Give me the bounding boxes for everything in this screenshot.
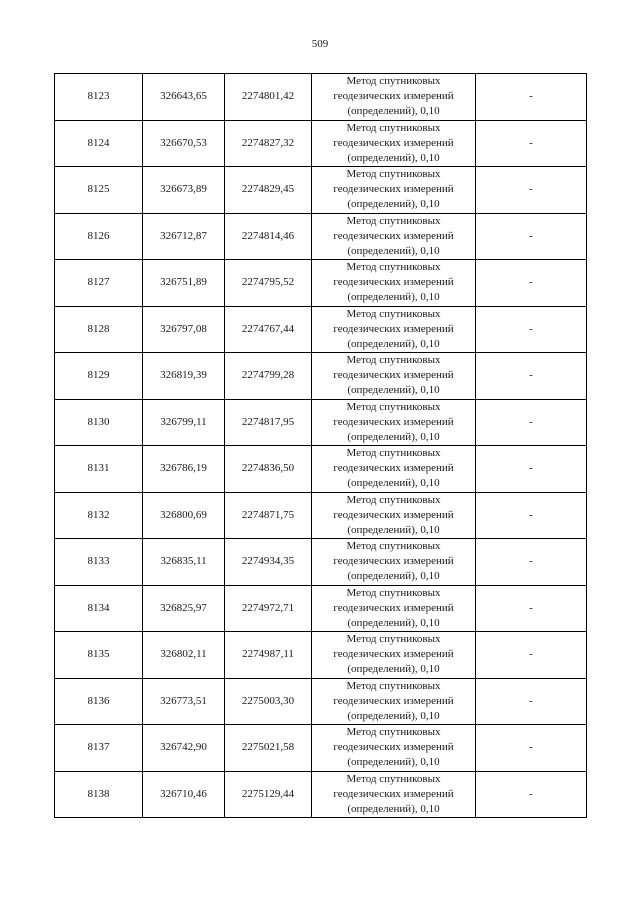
method-line: Метод спутниковых [346, 261, 441, 274]
point-number-cell: 8136 [55, 678, 143, 725]
y-coordinate-cell: 2274972,71 [225, 585, 312, 632]
point-number-cell: 8129 [55, 353, 143, 400]
method-line: геодезических измерений [333, 787, 454, 800]
page-number: 509 [311, 38, 329, 50]
method-line: геодезических измерений [333, 741, 454, 754]
point-number-cell: 8134 [55, 585, 143, 632]
method-line: (определений), 0,10 [347, 244, 440, 257]
method-cell [312, 539, 476, 586]
method-line: (определений), 0,10 [347, 802, 440, 815]
y-coordinate-cell: 2274934,35 [225, 539, 312, 586]
method-cell [312, 306, 476, 353]
method-line: геодезических измерений [333, 508, 454, 521]
note-cell: - [476, 678, 587, 725]
method-line: геодезических измерений [333, 555, 454, 568]
method-line: геодезических измерений [333, 90, 454, 103]
method-line: геодезических измерений [333, 183, 454, 196]
y-coordinate-cell: 2275021,58 [225, 725, 312, 772]
method-cell [312, 632, 476, 679]
method-line: Метод спутниковых [346, 772, 441, 785]
y-coordinate-cell: 2274817,95 [225, 399, 312, 446]
table-row [55, 446, 587, 493]
note-cell: - [476, 771, 587, 818]
table-row [55, 353, 587, 400]
method-cell [312, 260, 476, 307]
point-number-cell: 8125 [55, 167, 143, 214]
method-line: Метод спутниковых [346, 214, 441, 227]
x-coordinate-cell: 326802,11 [143, 632, 225, 679]
point-number-cell: 8130 [55, 399, 143, 446]
method-line: геодезических измерений [333, 229, 454, 242]
method-line: Метод спутниковых [346, 540, 441, 553]
table-row [55, 306, 587, 353]
method-line: (определений), 0,10 [347, 523, 440, 536]
y-coordinate-cell: 2274795,52 [225, 260, 312, 307]
method-line: геодезических измерений [333, 136, 454, 149]
method-line: геодезических измерений [333, 694, 454, 707]
note-cell: - [476, 260, 587, 307]
table-row [55, 120, 587, 167]
point-number-cell: 8137 [55, 725, 143, 772]
method-line: (определений), 0,10 [347, 477, 440, 490]
x-coordinate-cell: 326712,87 [143, 213, 225, 260]
x-coordinate-cell: 326710,46 [143, 771, 225, 818]
point-number-cell: 8132 [55, 492, 143, 539]
x-coordinate-cell: 326643,65 [143, 74, 225, 121]
y-coordinate-cell: 2274827,32 [225, 120, 312, 167]
method-line: (определений), 0,10 [347, 384, 440, 397]
note-cell: - [476, 353, 587, 400]
method-line: (определений), 0,10 [347, 337, 440, 350]
point-number-cell: 8133 [55, 539, 143, 586]
method-line: (определений), 0,10 [347, 616, 440, 629]
table-row [55, 213, 587, 260]
note-cell: - [476, 167, 587, 214]
method-line: геодезических измерений [333, 601, 454, 614]
x-coordinate-cell: 326800,69 [143, 492, 225, 539]
y-coordinate-cell: 2274871,75 [225, 492, 312, 539]
method-line: Метод спутниковых [346, 633, 441, 646]
method-line: геодезических измерений [333, 322, 454, 335]
y-coordinate-cell: 2275129,44 [225, 771, 312, 818]
method-cell [312, 353, 476, 400]
x-coordinate-cell: 326835,11 [143, 539, 225, 586]
y-coordinate-cell: 2274836,50 [225, 446, 312, 493]
coordinates-table [54, 73, 587, 818]
method-line: геодезических измерений [333, 462, 454, 475]
x-coordinate-cell: 326797,08 [143, 306, 225, 353]
method-line: (определений), 0,10 [347, 756, 440, 769]
y-coordinate-cell: 2274767,44 [225, 306, 312, 353]
x-coordinate-cell: 326773,51 [143, 678, 225, 725]
method-line: (определений), 0,10 [347, 105, 440, 118]
x-coordinate-cell: 326673,89 [143, 167, 225, 214]
note-cell: - [476, 120, 587, 167]
method-line: (определений), 0,10 [347, 151, 440, 164]
method-line: (определений), 0,10 [347, 430, 440, 443]
x-coordinate-cell: 326786,19 [143, 446, 225, 493]
method-cell [312, 771, 476, 818]
x-coordinate-cell: 326819,39 [143, 353, 225, 400]
method-line: (определений), 0,10 [347, 291, 440, 304]
point-number-cell: 8135 [55, 632, 143, 679]
y-coordinate-cell: 2274987,11 [225, 632, 312, 679]
method-line: Метод спутниковых [346, 400, 441, 413]
method-line: геодезических измерений [333, 276, 454, 289]
method-cell [312, 725, 476, 772]
method-line: Метод спутниковых [346, 121, 441, 134]
x-coordinate-cell: 326799,11 [143, 399, 225, 446]
x-coordinate-cell: 326825,97 [143, 585, 225, 632]
table-row [55, 167, 587, 214]
method-cell [312, 585, 476, 632]
y-coordinate-cell: 2274801,42 [225, 74, 312, 121]
table-row [55, 260, 587, 307]
note-cell: - [476, 399, 587, 446]
note-cell: - [476, 74, 587, 121]
method-line: Метод спутниковых [346, 307, 441, 320]
point-number-cell: 8131 [55, 446, 143, 493]
point-number-cell: 8127 [55, 260, 143, 307]
note-cell: - [476, 725, 587, 772]
point-number-cell: 8123 [55, 74, 143, 121]
point-number-cell: 8126 [55, 213, 143, 260]
note-cell: - [476, 632, 587, 679]
method-line: Метод спутниковых [346, 168, 441, 181]
point-number-cell: 8124 [55, 120, 143, 167]
point-number-cell: 8128 [55, 306, 143, 353]
method-line: (определений), 0,10 [347, 198, 440, 211]
note-cell: - [476, 539, 587, 586]
note-cell: - [476, 213, 587, 260]
note-cell: - [476, 585, 587, 632]
x-coordinate-cell: 326742,90 [143, 725, 225, 772]
table-row [55, 399, 587, 446]
method-cell [312, 399, 476, 446]
x-coordinate-cell: 326751,89 [143, 260, 225, 307]
method-line: Метод спутниковых [346, 586, 441, 599]
table-row [55, 678, 587, 725]
method-line: Метод спутниковых [346, 679, 441, 692]
y-coordinate-cell: 2274799,28 [225, 353, 312, 400]
table-row [55, 725, 587, 772]
note-cell: - [476, 446, 587, 493]
table-row [55, 585, 587, 632]
method-line: Метод спутниковых [346, 726, 441, 739]
method-cell [312, 678, 476, 725]
y-coordinate-cell: 2274829,45 [225, 167, 312, 214]
method-line: (определений), 0,10 [347, 570, 440, 583]
y-coordinate-cell: 2275003,30 [225, 678, 312, 725]
method-line: Метод спутниковых [346, 354, 441, 367]
table-row [55, 74, 587, 121]
method-cell [312, 213, 476, 260]
note-cell: - [476, 492, 587, 539]
method-line: Метод спутниковых [346, 447, 441, 460]
point-number-cell: 8138 [55, 771, 143, 818]
method-cell [312, 120, 476, 167]
method-cell [312, 167, 476, 214]
x-coordinate-cell: 326670,53 [143, 120, 225, 167]
method-cell [312, 446, 476, 493]
table-row [55, 632, 587, 679]
method-line: (определений), 0,10 [347, 663, 440, 676]
method-line: геодезических измерений [333, 648, 454, 661]
method-line: Метод спутниковых [346, 493, 441, 506]
table-row [55, 771, 587, 818]
method-line: геодезических измерений [333, 369, 454, 382]
coordinates-table-body [55, 74, 587, 818]
note-cell: - [476, 306, 587, 353]
table-row [55, 492, 587, 539]
method-line: Метод спутниковых [346, 75, 441, 88]
method-line: (определений), 0,10 [347, 709, 440, 722]
method-line: геодезических измерений [333, 415, 454, 428]
method-cell [312, 74, 476, 121]
y-coordinate-cell: 2274814,46 [225, 213, 312, 260]
table-row [55, 539, 587, 586]
method-cell [312, 492, 476, 539]
